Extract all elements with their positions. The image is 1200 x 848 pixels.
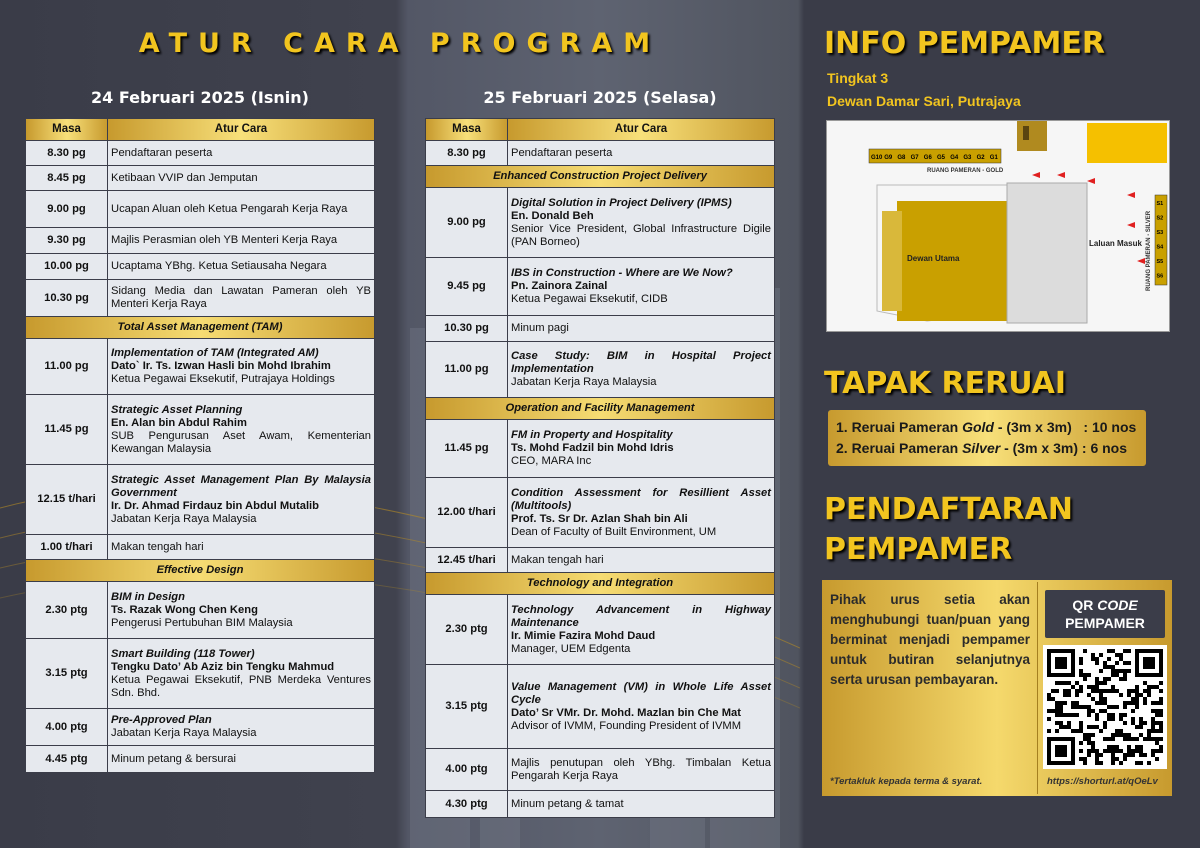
table-row: 10.00 pg Ucaptama YBhg. Ketua Setiausaha Negara xyxy=(26,254,375,280)
silver-booth-s6: S6 xyxy=(1156,273,1164,280)
atur-cara-header: Atur Cara xyxy=(108,119,375,141)
registration-text: Pihak urus setia akan menghubungi tuan/puan yang berminat menjadi pempamer untuk butiran selanjutnya serta urusan pembayaran. xyxy=(830,592,1030,687)
section-row xyxy=(26,560,375,582)
table-row: 3.15 ptg Smart Building (118 Tower) Tengku Dato’ Ab Aziz bin Tengku Mahmud Ketua Pegawai Eksekutif, PNB Merdeka Ventures Sdn. Bhd. xyxy=(26,639,375,709)
table-row: 1.00 t/hari Makan tengah hari xyxy=(26,535,375,560)
section-row xyxy=(426,398,775,420)
gold-booth-g1: G1 xyxy=(989,155,998,161)
floor-plan xyxy=(826,120,1170,332)
day1-schedule-table xyxy=(25,118,375,773)
atur-cara-header: Atur Cara xyxy=(508,119,775,141)
table-row: 4.45 ptg Minum petang & bersurai xyxy=(26,746,375,773)
info-pempamer-heading: INFO PEMPAMER xyxy=(824,26,1105,61)
gold-booth-g6: G6 xyxy=(923,155,932,161)
table-row: 4.00 ptg Pre-Approved Plan Jabatan Kerja Raya Malaysia xyxy=(26,709,375,746)
gold-booth-g9: G9 xyxy=(884,155,893,161)
silver-booth-s2: S2 xyxy=(1156,215,1164,222)
floor-plan-drawing xyxy=(827,121,1170,332)
silver-booth-s5: S5 xyxy=(1156,259,1164,265)
venue-name: Dewan Damar Sari, Putrajaya xyxy=(827,93,1021,109)
program-title: ATUR CARA PROGRAM xyxy=(138,28,662,59)
silver-booth-s3: S3 xyxy=(1156,230,1164,236)
gold-booth-g10: G10 xyxy=(871,155,883,161)
gold-booth-g2: G2 xyxy=(976,155,985,161)
main-hall-label: Dewan Utama xyxy=(907,254,960,263)
gold-booth-g7: G7 xyxy=(910,155,919,161)
booth-info-box xyxy=(828,410,1146,466)
terms-note: *Tertakluk kepada terma & syarat. xyxy=(830,776,983,787)
table-row: 3.15 ptg Value Management (VM) in Whole Life Asset Cycle Dato’ Sr VMr. Dr. Mohd. Mazlan bin Che Mat Advisor of IVMM, Founding President of IVMM xyxy=(426,665,775,749)
table-row: 11.00 pg Case Study: BIM in Hospital Project Implementation Jabatan Kerja Raya Malaysia xyxy=(426,342,775,398)
table-row: 9.00 pg Ucapan Aluan oleh Ketua Pengarah Kerja Raya xyxy=(26,191,375,228)
day2-heading: 25 Februari 2025 (Selasa) xyxy=(483,88,717,107)
table-row: 12.45 t/hari Makan tengah hari xyxy=(426,548,775,573)
section-design: Effective Design xyxy=(26,560,375,582)
pendaftaran-heading: PENDAFTARAN xyxy=(824,492,1073,527)
pempamer-heading: PEMPAMER xyxy=(824,532,1013,567)
table-header xyxy=(426,119,775,141)
silver-area-label: RUANG PAMERAN - SILVER xyxy=(1146,210,1152,291)
day2-schedule-table xyxy=(425,118,775,818)
section-row xyxy=(426,573,775,595)
silver-booth-s1: S1 xyxy=(1156,201,1164,207)
masa-header: Masa xyxy=(426,119,508,141)
masa-header: Masa xyxy=(26,119,108,141)
gold-booth-g5: G5 xyxy=(937,155,946,161)
gold-area-label: RUANG PAMERAN - GOLD xyxy=(927,168,1004,174)
day1-heading: 24 Februari 2025 (Isnin) xyxy=(91,88,309,107)
table-row: 11.45 pg Strategic Asset Planning En. Alan bin Abdul Rahim SUB Pengurusan Aset Awam, Kementerian Kewangan Malaysia xyxy=(26,395,375,465)
table-row: 8.45 pg Ketibaan VVIP dan Jemputan xyxy=(26,166,375,191)
table-row: 9.45 pg IBS in Construction - Where are We Now? Pn. Zainora Zainal Ketua Pegawai Eksekutif, CIDB xyxy=(426,258,775,316)
table-row: 8.30 pg Pendaftaran peserta xyxy=(426,141,775,166)
section-row xyxy=(26,317,375,339)
table-row: 9.00 pg Digital Solution in Project Delivery (IPMS) En. Donald Beh Senior Vice President, Global Infrastructure Digile (PAN Borneo) xyxy=(426,188,775,258)
gold-booth-g8: G8 xyxy=(897,155,906,161)
table-row: 4.00 ptg Majlis penutupan oleh YBhg. Timbalan Ketua Pengarah Kerja Raya xyxy=(426,749,775,791)
table-row: 4.30 ptg Minum petang & tamat xyxy=(426,791,775,818)
silver-booths xyxy=(1155,195,1167,285)
section-ti: Technology and Integration xyxy=(426,573,775,595)
section-row xyxy=(426,166,775,188)
table-row: 10.30 pg Minum pagi xyxy=(426,316,775,342)
gold-booths xyxy=(869,149,1001,163)
silver-booth-s4: S4 xyxy=(1156,244,1164,251)
booth-silver-line: 2. Reruai Pameran Silver - (3m x 3m) : 6 nos xyxy=(836,440,1128,456)
qr-code-image xyxy=(1047,649,1163,765)
tapak-reruai-heading: TAPAK RERUAI xyxy=(824,366,1067,401)
table-row: 12.15 t/hari Strategic Asset Management Plan By Malaysia Government Ir. Dr. Ahmad Firdauz bin Abdul Mutalib Jabatan Kerja Raya Malaysia xyxy=(26,465,375,535)
table-row: 9.30 pg Majlis Perasmian oleh YB Menteri Kerja Raya xyxy=(26,228,375,254)
table-row: 11.00 pg Implementation of TAM (Integrated AM) Dato` Ir. Ts. Izwan Hasli bin Mohd Ibrahim Ketua Pegawai Eksekutif, Putrajaya Holdings xyxy=(26,339,375,395)
section-ecpd: Enhanced Construction Project Delivery xyxy=(426,166,775,188)
venue-floor: Tingkat 3 xyxy=(827,70,889,86)
section-ofm: Operation and Facility Management xyxy=(426,398,775,420)
table-row: 12.00 t/hari Condition Assessment for Resillient Asset (Multitools) Prof. Ts. Sr Dr. Azlan Shah bin Ali Dean of Faculty of Built Environment, UM xyxy=(426,478,775,548)
registration-divider xyxy=(1037,582,1038,794)
booth-gold-line: 1. Reruai Pameran Gold - (3m x 3m) : 10 nos xyxy=(836,419,1137,435)
table-row: 10.30 pg Sidang Media dan Lawatan Pameran oleh YB Menteri Kerja Raya xyxy=(26,280,375,317)
registration-url[interactable]: https://shorturl.at/qOeLv xyxy=(1047,776,1158,787)
entrance-label: Laluan Masuk xyxy=(1089,239,1142,248)
gold-booth-g4: G4 xyxy=(950,155,959,161)
qr-code[interactable] xyxy=(1043,645,1167,769)
table-header xyxy=(26,119,375,141)
table-row: 11.45 pg FM in Property and Hospitality Ts. Mohd Fadzil bin Mohd Idris CEO, MARA Inc xyxy=(426,420,775,478)
table-row: 2.30 ptg BIM in Design Ts. Razak Wong Chen Keng Pengerusi Pertubuhan BIM Malaysia xyxy=(26,582,375,639)
table-row: 2.30 ptg Technology Advancement in Highway Maintenance Ir. Mimie Fazira Mohd Daud Manager, UEM Edgenta xyxy=(426,595,775,665)
qr-code-label: QR CODE PEMPAMER xyxy=(1045,590,1165,638)
section-tam: Total Asset Management (TAM) xyxy=(26,317,375,339)
gold-booth-g3: G3 xyxy=(963,155,972,161)
table-row: 8.30 pg Pendaftaran peserta xyxy=(26,141,375,166)
